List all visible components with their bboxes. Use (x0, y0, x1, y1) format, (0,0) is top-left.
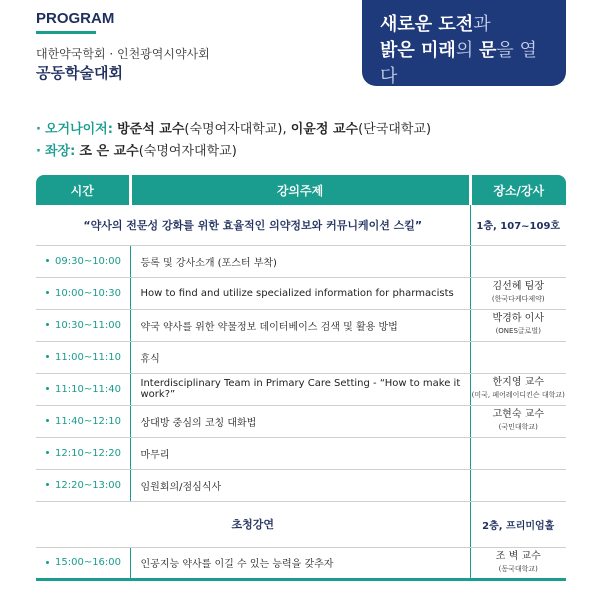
slogan-highlight-3: 문 (478, 40, 497, 61)
slogan-text-2: 의 (455, 40, 479, 61)
table-row (36, 373, 566, 405)
bullet: · (36, 122, 41, 137)
bullet-dot (46, 483, 49, 486)
row-topic: 휴식 (130, 341, 470, 373)
bullet-dot (46, 387, 49, 390)
bullet-dot (46, 323, 49, 326)
event-title: 공동학술대회 (36, 64, 123, 82)
bullet-dot (46, 419, 49, 422)
row-topic: 상대방 중심의 코칭 대화법 (130, 405, 470, 437)
speaker-affiliation: (동국대학교) (498, 564, 538, 573)
row-time: 12:10~12:20 (55, 447, 122, 459)
speaker-name: 조 벽 교수 (495, 550, 541, 562)
speaker-name: 박경하 이사 (492, 313, 544, 324)
organizer-name-1: 방준석 교수 (117, 122, 185, 137)
session-location: 1층, 107~109호 (470, 205, 566, 245)
slogan-highlight-1: 새로운 도전 (380, 14, 474, 35)
schedule-table (36, 175, 566, 581)
table-row (36, 437, 566, 469)
bullet: · (36, 144, 41, 159)
speaker-affiliation: (국민대학교) (498, 423, 538, 431)
row-time: 11:10~11:40 (55, 383, 122, 395)
slogan-text-3: 을 열다 (380, 40, 537, 87)
session-title: “약사의 전문성 강화를 위한 효율적인 의약정보와 커뮤니케이션 스킬” (36, 205, 470, 245)
row-time: 11:00~11:10 (55, 351, 122, 363)
session-title: 초청강연 (36, 501, 470, 547)
organizer-line (36, 118, 431, 137)
chair-name: 조 은 교수 (79, 144, 139, 159)
speaker-affiliation: (미국, 페어레이디킨슨 대학교) (471, 391, 565, 399)
header-location: 장소/강사 (470, 175, 566, 205)
row-topic: How to find and utilize specialized information for pharmacists (130, 277, 470, 309)
bullet-dot (46, 259, 49, 262)
speaker-affiliation: (한국다케다제약) (491, 295, 545, 303)
header-topic: 강의주제 (130, 175, 470, 205)
organizer-org: 대한약국학회 · 인천광역시약사회 (36, 47, 210, 61)
row-time: 10:30~11:00 (55, 319, 122, 331)
slogan-highlight-2: 밝은 미래 (380, 40, 456, 61)
table-row (36, 405, 566, 437)
organizer-aff-1: (숙명여자대학교), (184, 122, 287, 137)
table-row (36, 469, 566, 501)
row-time: 10:00~10:30 (55, 287, 122, 299)
row-time: 11:40~12:10 (55, 415, 122, 427)
row-time: 09:30~10:00 (55, 255, 122, 267)
speaker-affiliation: (ONES글로벌) (495, 327, 541, 335)
row-topic: 마무리 (130, 437, 470, 469)
table-row (36, 309, 566, 341)
organizer-aff-2: (단국대학교) (358, 122, 432, 137)
row-topic: 인공지능 약사를 이길 수 있는 능력을 갖추자 (130, 547, 470, 579)
bullet-dot (46, 451, 49, 454)
program-underline (36, 31, 96, 34)
speaker-name: 김선혜 팀장 (492, 281, 544, 292)
bullet-dot (46, 355, 49, 358)
table-row (36, 245, 566, 277)
speaker-name: 한지영 교수 (492, 377, 544, 388)
chair-line (36, 140, 237, 159)
row-topic: 약국 약사를 위한 약물정보 데이터베이스 검색 및 활용 방법 (130, 309, 470, 341)
chair-label: 좌장: (44, 144, 76, 159)
chair-aff: (숙명여자대학교) (138, 144, 237, 159)
speaker-name: 고현숙 교수 (492, 409, 544, 420)
row-time: 12:20~13:00 (55, 479, 122, 491)
session-location: 2층, 프리미엄홀 (470, 501, 566, 547)
header-time: 시간 (36, 175, 130, 205)
row-topic: Interdisciplinary Team in Primary Care Setting - “How to make it work?” (130, 373, 470, 405)
bullet-dot (46, 291, 49, 294)
row-topic: 등록 및 강사소개 (포스터 부착) (130, 245, 470, 277)
slogan-text-1: 과 (473, 14, 491, 35)
bullet-dot (46, 561, 49, 564)
session-row (36, 205, 566, 245)
table-row (36, 547, 566, 579)
slogan-banner (362, 0, 566, 86)
table-row (36, 341, 566, 373)
table-row (36, 277, 566, 309)
program-label: PROGRAM (36, 10, 115, 27)
row-topic: 임원회의/점심식사 (130, 469, 470, 501)
organizer-label: 오거나이저: (44, 122, 113, 137)
row-time: 15:00~16:00 (55, 557, 122, 568)
session-row (36, 501, 566, 547)
organizer-name-2: 이윤정 교수 (290, 122, 359, 137)
